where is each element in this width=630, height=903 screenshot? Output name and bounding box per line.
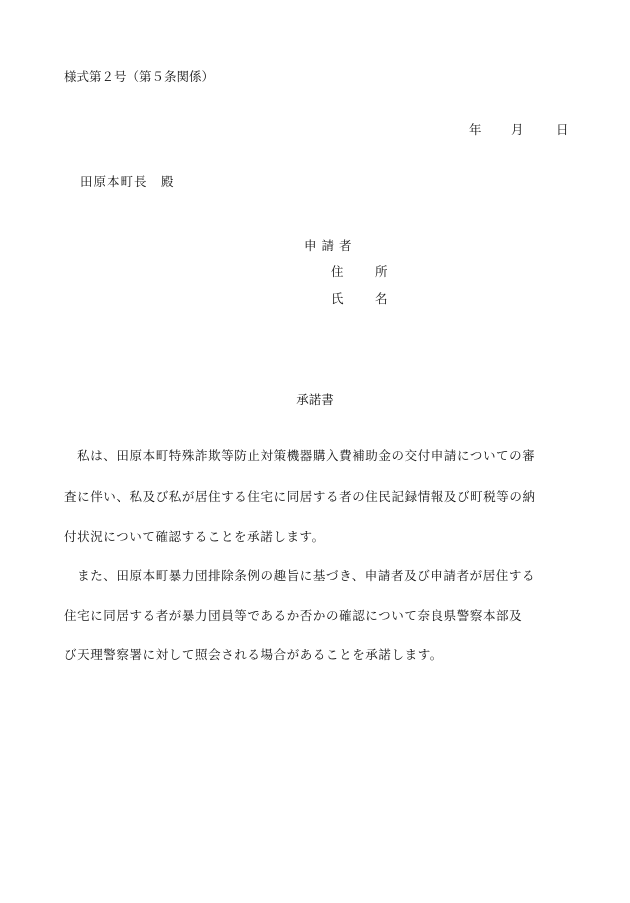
applicant-heading: 申請者 [304,238,357,253]
body-line: び天理警察署に対して照会される場合があることを承諾します。 [64,647,443,662]
address-label-part1: 住 [331,264,344,279]
document-title: 承諾書 [296,392,334,407]
addressee: 田原本町長 殿 [80,174,175,189]
address-label-part2: 所 [375,264,388,279]
name-label-part1: 氏 [331,291,344,306]
body-line: また、田原本町暴力団排除条例の趣旨に基づき、申請者及び申請者が居住する [64,568,536,583]
form-number: 様式第２号（第５条関係） [64,69,215,84]
body-line: 住宅に同居する者が暴力団員等であるか否かの確認について奈良県警察本部及 [64,608,523,623]
date-year-label: 年 [469,122,482,137]
body-line: 付状況について確認することを承諾します。 [64,529,325,544]
name-label-part2: 名 [375,291,388,306]
body-line: 私は、田原本町特殊詐欺等防止対策機器購入費補助金の交付申請についての審 [64,448,536,463]
date-month-label: 月 [511,122,524,137]
body-line: 査に伴い、私及び私が居住する住宅に同居する者の住民記録情報及び町税等の納 [64,489,536,504]
date-day-label: 日 [556,122,569,137]
